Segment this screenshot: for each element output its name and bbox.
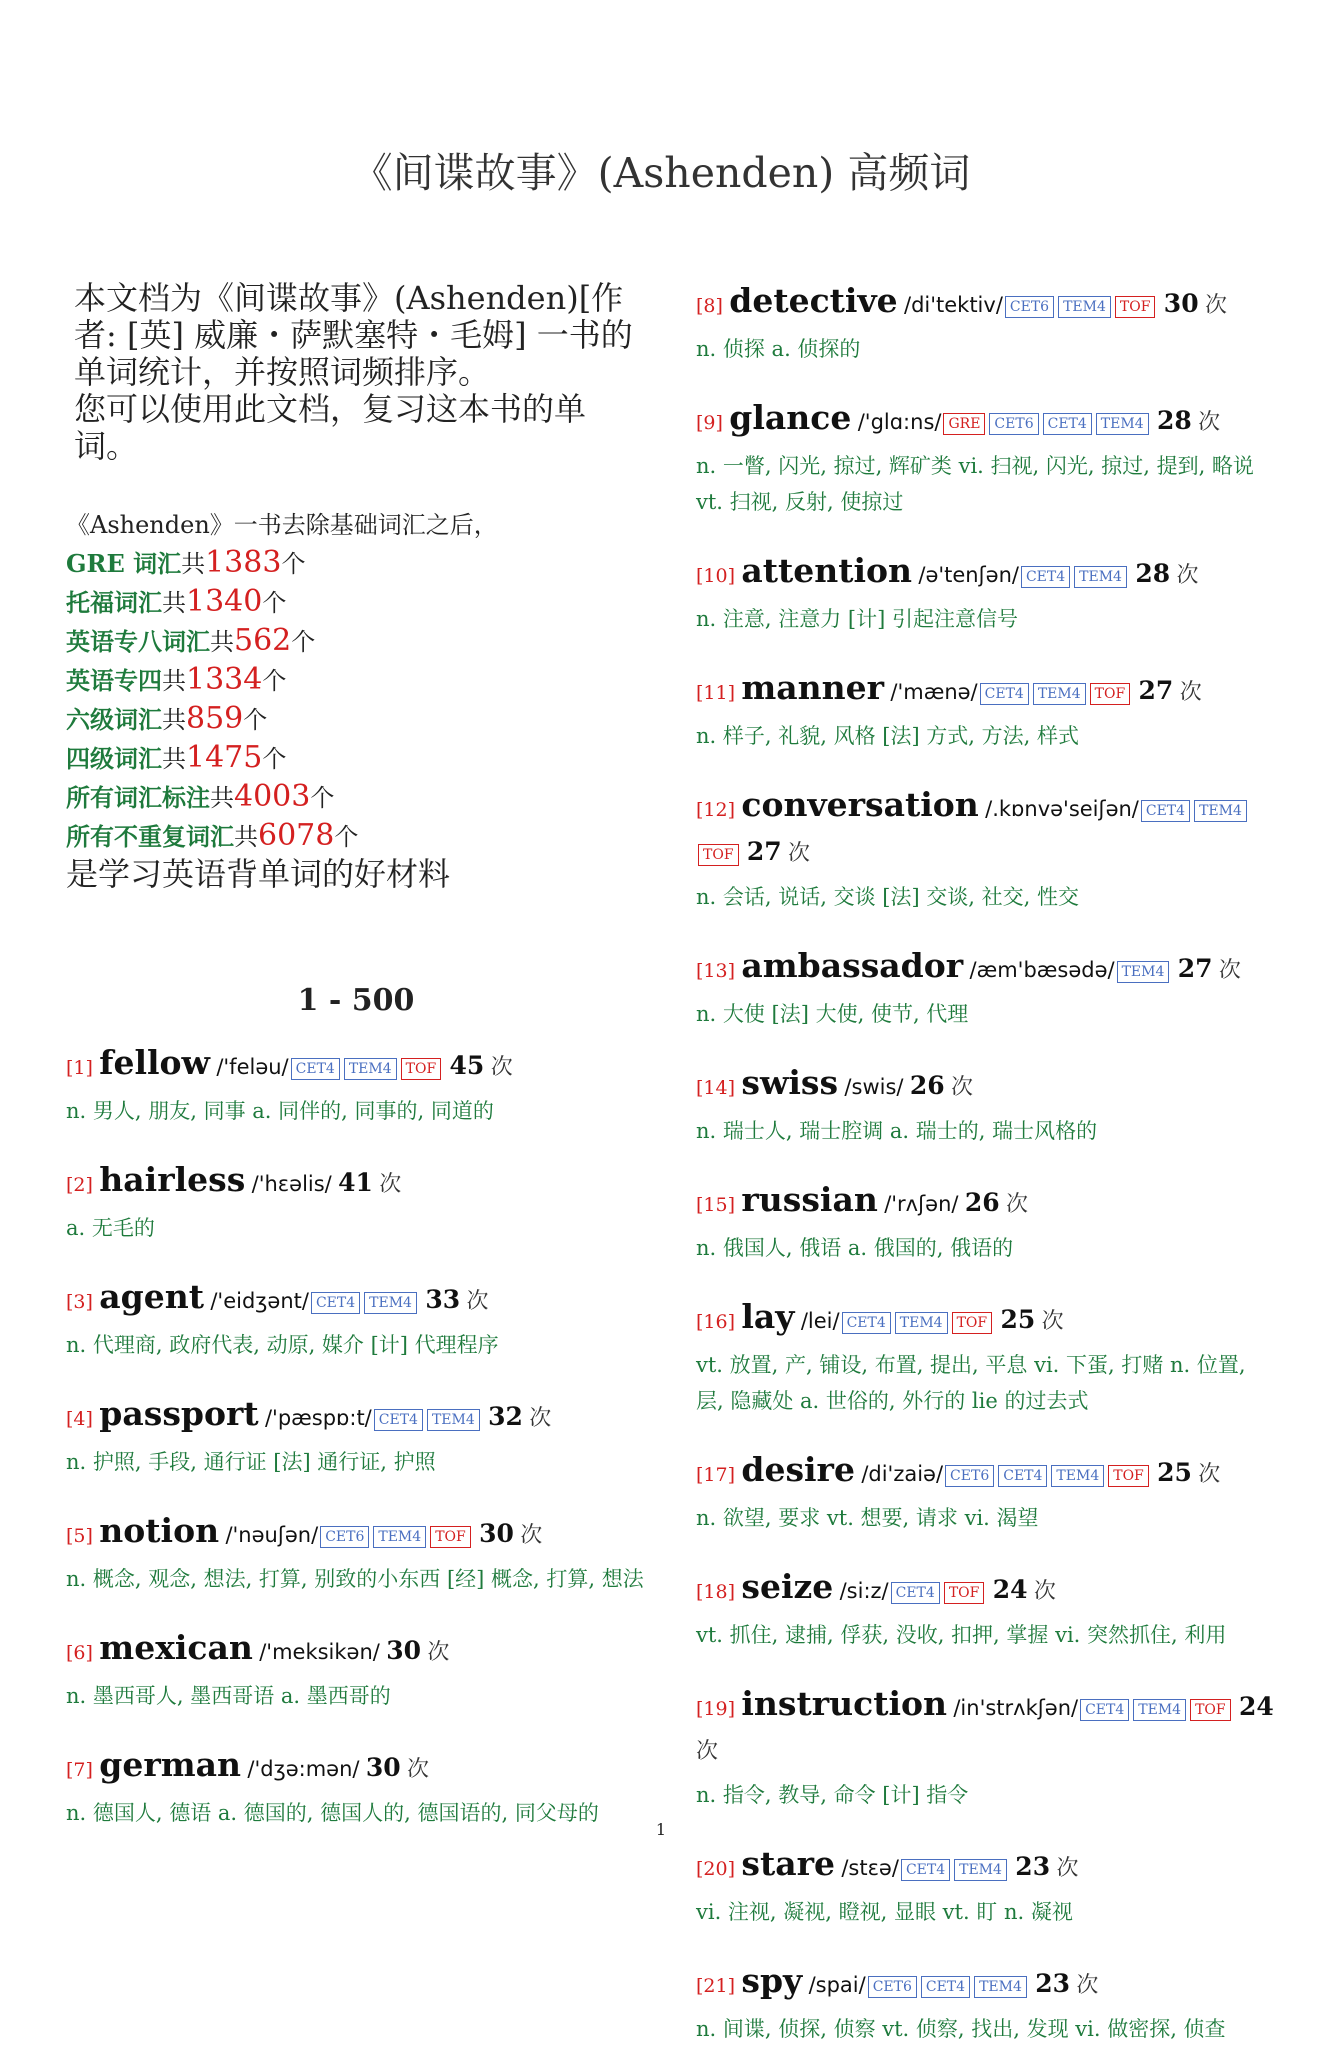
word-entry — [66, 1744, 646, 1831]
stats-line — [66, 700, 646, 739]
count-unit: 次 — [1005, 1192, 1028, 1217]
stats-mid: 共 — [162, 589, 186, 617]
entry-word: manner — [741, 668, 885, 707]
entry-definition: a. 无毛的 — [66, 1216, 155, 1240]
count-unit: 次 — [1033, 1579, 1056, 1604]
entry-definition: vi. 注视, 凝视, 瞪视, 显眼 vt. 盯 n. 凝视 — [696, 1900, 1073, 1924]
left-column — [66, 280, 646, 1831]
exam-tag: TEM4 — [974, 1976, 1027, 1998]
entry-headline — [66, 1744, 646, 1791]
entry-index: [2] — [66, 1174, 93, 1196]
entry-index: [15] — [696, 1194, 736, 1216]
stats-label: 六级词汇 — [66, 705, 162, 734]
stats-unit: 个 — [262, 589, 287, 617]
stats-unit: 个 — [334, 823, 359, 851]
stats-outro: 是学习英语背单词的好材料 — [66, 855, 451, 893]
entry-count: 27 — [746, 837, 782, 866]
count-unit: 次 — [466, 1289, 489, 1314]
entry-index: [18] — [696, 1581, 736, 1603]
word-entry — [66, 1159, 646, 1246]
entry-count: 28 — [1156, 406, 1192, 435]
entry-phonetic: /spai/ — [808, 1973, 866, 1997]
entry-headline — [696, 550, 1276, 597]
entry-count: 30 — [479, 1519, 514, 1548]
exam-tag: TOF — [430, 1526, 471, 1548]
entry-count: 32 — [488, 1402, 523, 1431]
count-unit: 次 — [406, 1757, 429, 1782]
entry-word: agent — [99, 1277, 204, 1316]
exam-tag: TOF — [401, 1058, 442, 1080]
stats-line — [66, 739, 646, 778]
exam-tag: CET4 — [1141, 800, 1190, 822]
entry-headline — [696, 1683, 1276, 1773]
entry-definition: n. 德国人, 德语 a. 德国的, 德国人的, 德国语的, 同父母的 — [66, 1801, 599, 1825]
entry-headline — [66, 1627, 646, 1674]
entry-index: [14] — [696, 1077, 736, 1099]
entry-headline — [696, 1843, 1276, 1890]
stats-mid: 共 — [234, 823, 258, 851]
entry-headline — [696, 280, 1276, 327]
entry-word: hairless — [99, 1160, 246, 1199]
word-entry — [696, 667, 1276, 754]
entry-word: conversation — [741, 785, 979, 824]
exam-tag: TOF — [1090, 683, 1131, 705]
exam-tag: TOF — [944, 1582, 985, 1604]
count-unit: 次 — [427, 1640, 450, 1665]
entry-count: 30 — [1163, 289, 1199, 318]
entry-index: [21] — [696, 1975, 736, 1997]
entry-definition: n. 间谍, 侦探, 侦察 vt. 侦察, 找出, 发现 vi. 做密探, 侦查 — [696, 2017, 1226, 2041]
word-entry — [696, 1179, 1276, 1266]
entry-definition: n. 代理商, 政府代表, 动原, 媒介 [计] 代理程序 — [66, 1333, 499, 1357]
entry-phonetic: /di'tektiv/ — [904, 293, 1003, 317]
entry-count: 26 — [964, 1188, 1000, 1217]
count-unit: 次 — [1076, 1973, 1099, 1998]
stats-unit: 个 — [243, 706, 268, 734]
stats-number: 1383 — [205, 545, 282, 580]
word-entry — [696, 1960, 1276, 2047]
exam-tag: TEM4 — [1033, 683, 1086, 705]
entry-word: glance — [729, 398, 852, 437]
entry-count: 26 — [909, 1071, 945, 1100]
stats-unit: 个 — [310, 784, 335, 812]
left-entry-list — [66, 1042, 646, 1831]
entry-headline — [66, 1276, 646, 1323]
entry-count: 30 — [386, 1636, 422, 1665]
stats-number: 6078 — [258, 818, 335, 853]
entry-headline — [696, 1449, 1276, 1496]
entry-count: 23 — [1035, 1969, 1071, 1998]
entry-word: instruction — [741, 1684, 947, 1723]
stats-line — [66, 544, 646, 583]
entry-definition: n. 会话, 说话, 交谈 [法] 交谈, 社交, 性交 — [696, 885, 1080, 909]
exam-tag: CET4 — [374, 1409, 423, 1431]
entry-index: [20] — [696, 1858, 736, 1880]
stats-unit: 个 — [262, 667, 287, 695]
entry-definition: n. 俄国人, 俄语 a. 俄国的, 俄语的 — [696, 1236, 1014, 1260]
word-entry — [696, 1296, 1276, 1419]
stats-line — [66, 583, 646, 622]
intro-text: 本文档为《间谍故事》(Ashenden)[作者: [英] 威廉・萨默塞特・毛姆] 一书的单词统计，并按照词频排序。 您可以使用此文档，复习这本书的单词。 — [74, 279, 633, 465]
entry-phonetic: /'pæspɒ:t/ — [264, 1406, 372, 1430]
count-unit: 次 — [1179, 680, 1202, 705]
entry-count: 45 — [449, 1051, 485, 1080]
entry-definition: n. 大使 [法] 大使, 使节, 代理 — [696, 1002, 969, 1026]
word-entry — [66, 1393, 646, 1480]
stats-line — [66, 778, 646, 817]
entry-headline — [696, 1062, 1276, 1109]
exam-tag: TOF — [1108, 1465, 1149, 1487]
entry-definition: n. 侦探 a. 侦探的 — [696, 337, 861, 361]
entry-phonetic: /'feləu/ — [216, 1055, 289, 1079]
word-entry — [696, 1566, 1276, 1653]
entry-phonetic: /'mænə/ — [890, 680, 978, 704]
entry-phonetic: /.kɒnvə'seiʃən/ — [985, 797, 1139, 821]
entry-word: spy — [741, 1961, 803, 2000]
entry-phonetic: /æm'bæsədə/ — [969, 958, 1115, 982]
count-unit: 次 — [1056, 1856, 1079, 1881]
entry-phonetic: /swis/ — [844, 1075, 904, 1099]
entry-phonetic: /lei/ — [800, 1309, 840, 1333]
exam-tag: TOF — [952, 1312, 993, 1334]
exam-tag: TOF — [1115, 296, 1156, 318]
stats-line — [66, 661, 646, 700]
entry-word: swiss — [741, 1063, 839, 1102]
count-unit: 次 — [1204, 293, 1227, 318]
entry-phonetic: /stɛə/ — [841, 1856, 899, 1880]
entry-word: seize — [741, 1567, 834, 1606]
exam-tag: TOF — [698, 844, 739, 866]
count-unit: 次 — [1176, 563, 1199, 588]
entry-index: [5] — [66, 1525, 93, 1547]
exam-tag: CET4 — [891, 1582, 940, 1604]
entry-definition: n. 护照, 手段, 通行证 [法] 通行证, 护照 — [66, 1450, 436, 1474]
entry-word: lay — [741, 1297, 795, 1336]
entry-definition: n. 指令, 教导, 命令 [计] 指令 — [696, 1783, 969, 1807]
entry-definition: n. 男人, 朋友, 同事 a. 同伴的, 同事的, 同道的 — [66, 1099, 494, 1123]
exam-tag: TEM4 — [1117, 961, 1170, 983]
exam-tag: CET4 — [291, 1058, 340, 1080]
right-entry-list — [696, 280, 1276, 2047]
count-unit: 次 — [950, 1075, 973, 1100]
stats-label: 四级词汇 — [66, 744, 162, 773]
word-entry — [696, 397, 1276, 520]
entry-phonetic: /'rʌʃən/ — [884, 1192, 959, 1216]
entry-definition: n. 墨西哥人, 墨西哥语 a. 墨西哥的 — [66, 1684, 391, 1708]
entry-phonetic: /'meksikən/ — [259, 1640, 380, 1664]
entry-index: [4] — [66, 1408, 93, 1430]
entry-count: 41 — [338, 1168, 373, 1197]
word-entry — [696, 1062, 1276, 1149]
exam-tag: TEM4 — [1194, 800, 1247, 822]
exam-tag: CET6 — [1005, 296, 1054, 318]
entry-word: attention — [741, 551, 913, 590]
exam-tag: CET4 — [842, 1312, 891, 1334]
word-entry — [696, 1683, 1276, 1813]
entry-word: notion — [99, 1511, 220, 1550]
exam-tag: TEM4 — [344, 1058, 397, 1080]
entry-definition: n. 注意, 注意力 [计] 引起注意信号 — [696, 607, 1018, 631]
entry-count: 23 — [1015, 1852, 1051, 1881]
stats-label: GRE 词汇 — [66, 549, 182, 578]
count-unit: 次 — [696, 1739, 719, 1764]
stats-unit: 个 — [262, 745, 287, 773]
exam-tag: CET6 — [320, 1526, 369, 1548]
entry-count: 25 — [1000, 1305, 1036, 1334]
entry-headline — [696, 1960, 1276, 2007]
count-unit: 次 — [1041, 1309, 1064, 1334]
exam-tag: TEM4 — [1058, 296, 1111, 318]
stats-mid: 共 — [181, 550, 206, 578]
stats-unit: 个 — [291, 628, 316, 656]
entry-index: [12] — [696, 799, 736, 821]
stats-line — [66, 622, 646, 661]
entry-count: 27 — [1177, 954, 1213, 983]
entry-index: [10] — [696, 565, 736, 587]
entry-definition: n. 瑞士人, 瑞士腔调 a. 瑞士的, 瑞士风格的 — [696, 1119, 1098, 1143]
exam-tag: TEM4 — [1074, 566, 1127, 588]
count-unit: 次 — [1198, 1462, 1221, 1487]
entry-index: [16] — [696, 1311, 736, 1333]
exam-tag: TEM4 — [373, 1526, 426, 1548]
entry-index: [11] — [696, 682, 736, 704]
exam-tag: TEM4 — [1051, 1465, 1104, 1487]
entry-index: [6] — [66, 1642, 93, 1664]
exam-tag: CET6 — [868, 1976, 917, 1998]
entry-index: [3] — [66, 1291, 93, 1313]
entry-phonetic: /'nəuʃən/ — [225, 1523, 319, 1547]
entry-count: 30 — [365, 1753, 401, 1782]
stats-number: 562 — [234, 623, 292, 658]
entry-phonetic: /di'zaiə/ — [861, 1462, 944, 1486]
entry-word: fellow — [99, 1043, 210, 1082]
exam-tag: CET6 — [989, 413, 1038, 435]
entry-word: russian — [741, 1180, 878, 1219]
exam-tag: CET4 — [901, 1859, 950, 1881]
word-entry — [66, 1042, 646, 1129]
stats-mid: 共 — [162, 706, 186, 734]
section-heading: 1 - 500 — [297, 983, 415, 1018]
entry-headline — [696, 1296, 1276, 1343]
entry-phonetic: /'glɑ:ns/ — [857, 410, 942, 434]
exam-tag: CET4 — [980, 683, 1029, 705]
stats-number: 1334 — [186, 662, 263, 697]
entry-count: 28 — [1135, 559, 1171, 588]
count-unit: 次 — [490, 1055, 513, 1080]
page-number: 1 — [655, 1820, 667, 1839]
exam-tag: CET4 — [1080, 1699, 1129, 1721]
entry-headline — [66, 1042, 646, 1089]
stats-mid: 共 — [162, 667, 186, 695]
count-unit: 次 — [1198, 410, 1221, 435]
entry-definition: n. 样子, 礼貌, 风格 [法] 方式, 方法, 样式 — [696, 724, 1080, 748]
entry-word: mexican — [99, 1628, 253, 1667]
entry-count: 25 — [1157, 1458, 1192, 1487]
stats-mid: 共 — [210, 784, 234, 812]
word-entry — [696, 784, 1276, 915]
stats-label: 所有不重复词汇 — [66, 822, 234, 851]
entry-index: [7] — [66, 1759, 93, 1781]
exam-tag: CET4 — [998, 1465, 1047, 1487]
count-unit: 次 — [379, 1172, 402, 1197]
stats-number: 1340 — [186, 584, 263, 619]
stats-label: 所有词汇标注 — [66, 783, 210, 812]
exam-tag: TEM4 — [427, 1409, 480, 1431]
entry-headline — [66, 1159, 646, 1206]
stats-number: 859 — [186, 701, 244, 736]
exam-tag: CET4 — [311, 1292, 360, 1314]
stats-mid: 共 — [210, 628, 234, 656]
entry-count: 24 — [1238, 1692, 1274, 1721]
word-entry — [66, 1276, 646, 1363]
entry-headline — [696, 1179, 1276, 1226]
entry-word: ambassador — [741, 946, 964, 985]
page-title: 《间谍故事》(Ashenden) 高频词 — [351, 149, 971, 197]
entry-index: [13] — [696, 960, 736, 982]
entry-index: [8] — [696, 295, 723, 317]
stats-unit: 个 — [281, 550, 306, 578]
count-unit: 次 — [1218, 958, 1241, 983]
entry-index: [19] — [696, 1698, 736, 1720]
entry-definition: n. 概念, 观念, 想法, 打算, 别致的小东西 [经] 概念, 打算, 想法 — [66, 1567, 644, 1591]
entry-word: desire — [741, 1450, 855, 1489]
word-entry — [696, 550, 1276, 637]
stats-intro: 《Ashenden》一书去除基础词汇之后， — [66, 511, 498, 539]
exam-tag: TEM4 — [954, 1859, 1007, 1881]
entry-count: 33 — [425, 1285, 461, 1314]
stats-mid: 共 — [162, 745, 186, 773]
exam-tag: CET4 — [921, 1976, 970, 1998]
stats-number: 1475 — [186, 740, 263, 775]
entry-word: detective — [729, 281, 898, 320]
word-entry — [66, 1627, 646, 1714]
entry-index: [17] — [696, 1464, 736, 1486]
entry-headline — [696, 397, 1276, 444]
entry-headline — [696, 784, 1276, 875]
entry-headline — [66, 1510, 646, 1557]
stats-label: 托福词汇 — [66, 588, 162, 617]
stats-label: 英语专八词汇 — [66, 627, 210, 656]
entry-headline — [696, 945, 1276, 992]
right-column — [696, 280, 1276, 2047]
entry-phonetic: /in'strʌkʃən/ — [953, 1696, 1079, 1720]
entry-headline — [696, 1566, 1276, 1613]
word-entry — [696, 1449, 1276, 1536]
entry-index: [9] — [696, 412, 723, 434]
entry-word: german — [99, 1745, 242, 1784]
entry-headline — [696, 667, 1276, 714]
word-entry — [696, 945, 1276, 1032]
stats-label: 英语专四 — [66, 666, 162, 695]
entry-definition: vt. 抓住, 逮捕, 俘获, 没收, 扣押, 掌握 vi. 突然抓住, 利用 — [696, 1623, 1227, 1647]
entry-phonetic: /'eidʒənt/ — [210, 1289, 309, 1313]
exam-tag: CET6 — [945, 1465, 994, 1487]
entry-phonetic: /'dʒə:mən/ — [247, 1757, 360, 1781]
entry-definition: vt. 放置, 产, 铺设, 布置, 提出, 平息 vi. 下蛋, 打赌 n. 位置, 层, 隐藏处 a. 世俗的, 外行的 lie 的过去式 — [696, 1353, 1246, 1413]
entry-count: 24 — [992, 1575, 1028, 1604]
entry-count: 27 — [1138, 676, 1174, 705]
count-unit: 次 — [788, 841, 811, 866]
entry-definition: n. 欲望, 要求 vt. 想要, 请求 vi. 渴望 — [696, 1506, 1039, 1530]
stats-line — [66, 817, 646, 856]
stats-block — [66, 507, 646, 893]
stats-number: 4003 — [234, 779, 311, 814]
word-entry — [696, 1843, 1276, 1930]
entry-phonetic: /si:z/ — [839, 1579, 889, 1603]
exam-tag: TOF — [1190, 1699, 1231, 1721]
word-entry — [66, 1510, 646, 1597]
entry-definition: n. 一瞥, 闪光, 掠过, 辉矿类 vi. 扫视, 闪光, 掠过, 提到, 略说 vt. 扫视, 反射, 使掠过 — [696, 454, 1254, 514]
exam-tag: GRE — [943, 413, 985, 435]
entry-index: [1] — [66, 1057, 93, 1079]
count-unit: 次 — [520, 1523, 543, 1548]
exam-tag: TEM4 — [364, 1292, 417, 1314]
exam-tag: TEM4 — [1133, 1699, 1186, 1721]
word-entry — [696, 280, 1276, 367]
entry-word: passport — [99, 1394, 259, 1433]
exam-tag: TEM4 — [895, 1312, 948, 1334]
count-unit: 次 — [529, 1406, 552, 1431]
entry-phonetic: /'hɛəlis/ — [251, 1172, 332, 1196]
exam-tag: CET4 — [1043, 413, 1092, 435]
entry-word: stare — [741, 1844, 835, 1883]
entry-headline — [66, 1393, 646, 1440]
entry-phonetic: /ə'tenʃən/ — [918, 563, 1019, 587]
exam-tag: CET4 — [1021, 566, 1070, 588]
exam-tag: TEM4 — [1096, 413, 1149, 435]
